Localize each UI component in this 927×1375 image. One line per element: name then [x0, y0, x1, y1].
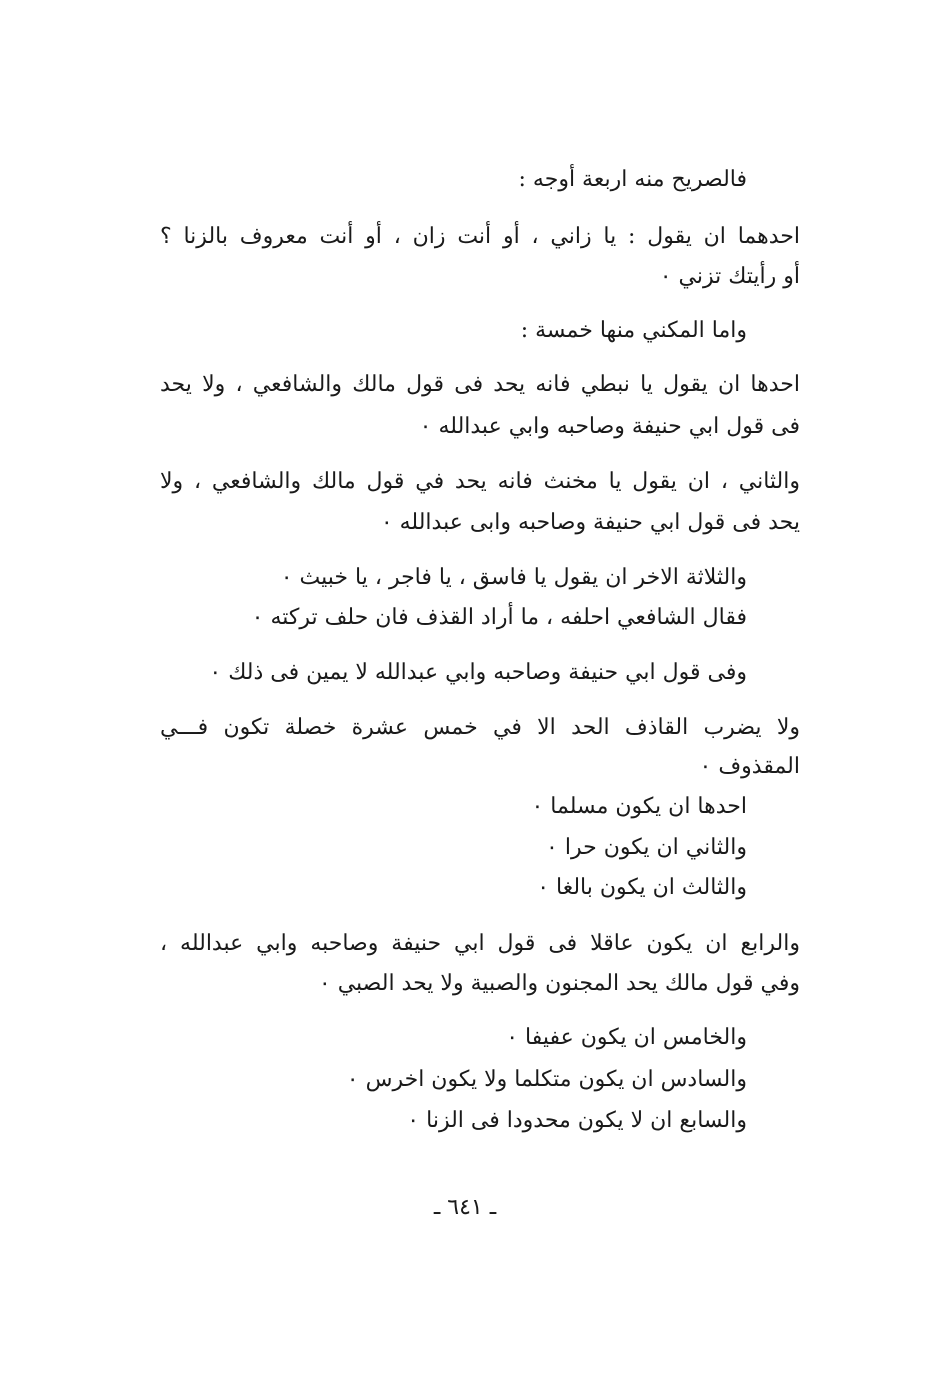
text-line: فى قول ابي حنيفة وصاحبه وابي عبدالله ٠ [419, 414, 800, 439]
text-line: ولا يضرب القاذف الحد الا في خمس عشرة خصلة تكون فـــي [160, 715, 800, 740]
text-line: والثاني ان يكون حرا ٠ [546, 835, 747, 860]
text-line: والخامس ان يكون عفيفا ٠ [506, 1025, 747, 1050]
text-line: وفى قول ابي حنيفة وصاحبه وابي عبدالله لا يمين فى ذلك ٠ [209, 660, 747, 685]
text-line: والسادس ان يكون متكلما ولا يكون اخرس ٠ [346, 1067, 747, 1092]
text-line: أو رأيتك تزني ٠ [659, 264, 800, 289]
text-line: واما المكني منها خمسة : [520, 318, 747, 343]
text-line: والثلاثة الاخر ان يقول يا فاسق ، يا فاجر ، يا خبيث ٠ [280, 565, 747, 590]
text-line: والثالث ان يكون بالغا ٠ [537, 875, 747, 900]
text-line: احدها ان يكون مسلما ٠ [531, 794, 747, 819]
text-line: المقذوف ٠ [699, 754, 800, 779]
text-line: فالصريح منه اربعة أوجه : [518, 167, 747, 192]
text-line: فقال الشافعي احلفه ، ما أراد القذف فان حلف تركته ٠ [251, 605, 747, 630]
text-line: والرابع ان يكون عاقلا فى قول ابي حنيفة وصاحبه وابي عبدالله ، [160, 931, 800, 956]
text-line: احدها ان يقول يا نبطي فانه يحد فى قول مالك والشافعي ، ولا يحد [160, 372, 800, 397]
page-number: ـ ٦٤١ ـ [433, 1195, 497, 1220]
text-line: احدهما ان يقول : يا زاني ، أو أنت زان ، أو أنت معروف بالزنا ؟ [160, 224, 800, 249]
text-line: وفي قول مالك يحد المجنون والصبية ولا يحد الصبي ٠ [318, 971, 800, 996]
text-line: والثاني ، ان يقول يا مخنث فانه يحد في قول مالك والشافعي ، ولا [160, 469, 800, 494]
text-line: والسابع ان لا يكون محدودا فى الزنا ٠ [407, 1108, 747, 1133]
text-line: يحد فى قول ابي حنيفة وصاحبه وابى عبدالله ٠ [380, 510, 800, 535]
